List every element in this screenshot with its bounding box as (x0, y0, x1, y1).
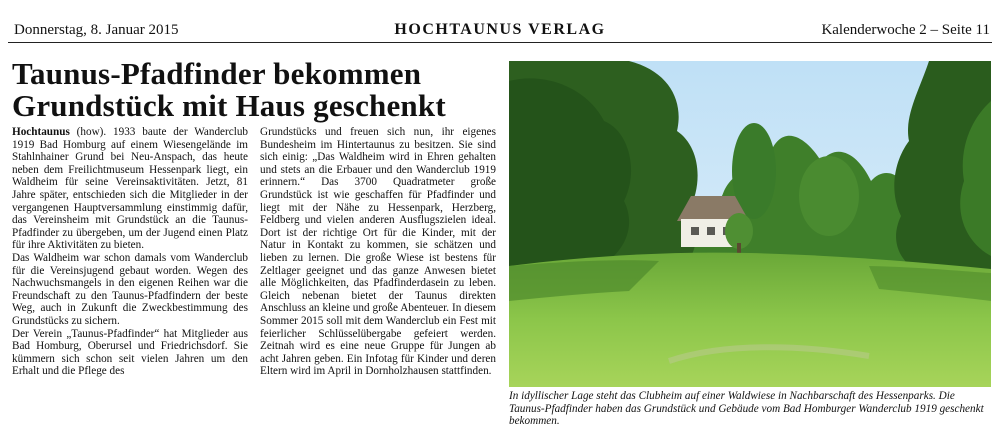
article-paragraph-1-text: (how). 1933 baute der Wanderclub 1919 Bad Homburg auf einem Wiesengelände im Stahlnhainer Grund bei Neu-Anspach, das heute neben dem Freilichtmuseum Hessenpark liegt, ein Waldheim für seine Vereinsaktivitäten. Jetzt, 81 Jahre später, entschieden sich die Mitglieder in der vergangenen Hauptversammlung einstimmig dafür, das Vereinsheim mit Grundstück an die Taunus-Pfadfinder zu übergeben, um der Jugend einen Platz für ihre Aktivitäten zu bieten. (12, 126, 249, 252)
article-paragraph-3: Der Verein „Taunus-Pfadfinder“ hat Mitglieder aus Bad Homburg, Oberursel und Friedrichsdorf. Sie kümmern sich schon seit vielen Jahren um den Erhalt und die Pflege des (12, 327, 248, 378)
issue-date: Donnerstag, 8. Januar 2015 (14, 22, 179, 38)
publisher-name: HOCHTAUNUS VERLAG (394, 21, 606, 38)
page-info: Kalenderwoche 2 – Seite 11 (821, 22, 990, 38)
article-column-2 (260, 126, 496, 378)
article-photo (509, 61, 991, 387)
clubhouse-meadow-image (509, 61, 991, 387)
article-paragraph-4: Grundstücks und freuen sich nun, ihr eigenes Bundesheim im Hintertaunus zu besitzen. Sie sind sich einig: „Das Waldheim wird in Ehren gehalten und stets an die Erbauer und den Wanderclub 1919 erinnern.“ Das 3700 Quadratmeter große Grundstück ist wie geschaffen für Pfadfinder und liegt mit der Nähe zu Hessenpark, Herzberg, Feldberg und vielen anderen Ausflugszielen ideal. Dort ist der richtige Ort für die Kinder, mit der Natur in Kontakt zu kommen, sie schätzen und lieben zu lernen. Die große Wiese ist bestens für Zeltlager geeignet und das ganze Anwesen bietet alle Möglichkeiten, das Pfadfinderdasein zu leben. Gleich nebenan bietet der Taunus direkten Anschluss an kleine und große Abenteuer. In diesem Sommer 2015 soll mit dem Wanderclub ein Fest mit feierlicher Schlüsselübergabe gefeiert werden. Zeitnah wird es eine neue Gruppe für Jungen ab acht Jahren geben. Ein Infotag für Kinder und deren Eltern wird im April in Dornholzhausen stattfinden. (260, 126, 496, 378)
page-header (8, 0, 992, 43)
article-headline (12, 58, 502, 122)
headline-line-2: Grundstück mit Haus geschenkt (12, 88, 446, 123)
photo-caption: In idyllischer Lage steht das Clubheim auf einer Waldwiese in Nachbarschaft des Hessenparks. Die Taunus-Pfadfinder haben das Grundstück und Gebäude vom Bad Homburger Wanderclub 1919 geschenkt bekommen. (509, 390, 984, 428)
article-dateline: Hochtaunus (12, 126, 70, 138)
article-column-1 (12, 126, 248, 378)
headline-line-1: Taunus-Pfadfinder bekommen (12, 56, 422, 91)
article-paragraph-1 (12, 126, 248, 252)
article-paragraph-2: Das Waldheim war schon damals vom Wanderclub für die Vereinsjugend gebaut worden. Wegen des Nachwuchsmangels in den eigenen Reihen war die Freundschaft zu den Taunus-Pfadfindern der beste Weg, auch in Zukunft die Zweckbestimmung des Grundstücks zu sichern. (12, 251, 248, 327)
